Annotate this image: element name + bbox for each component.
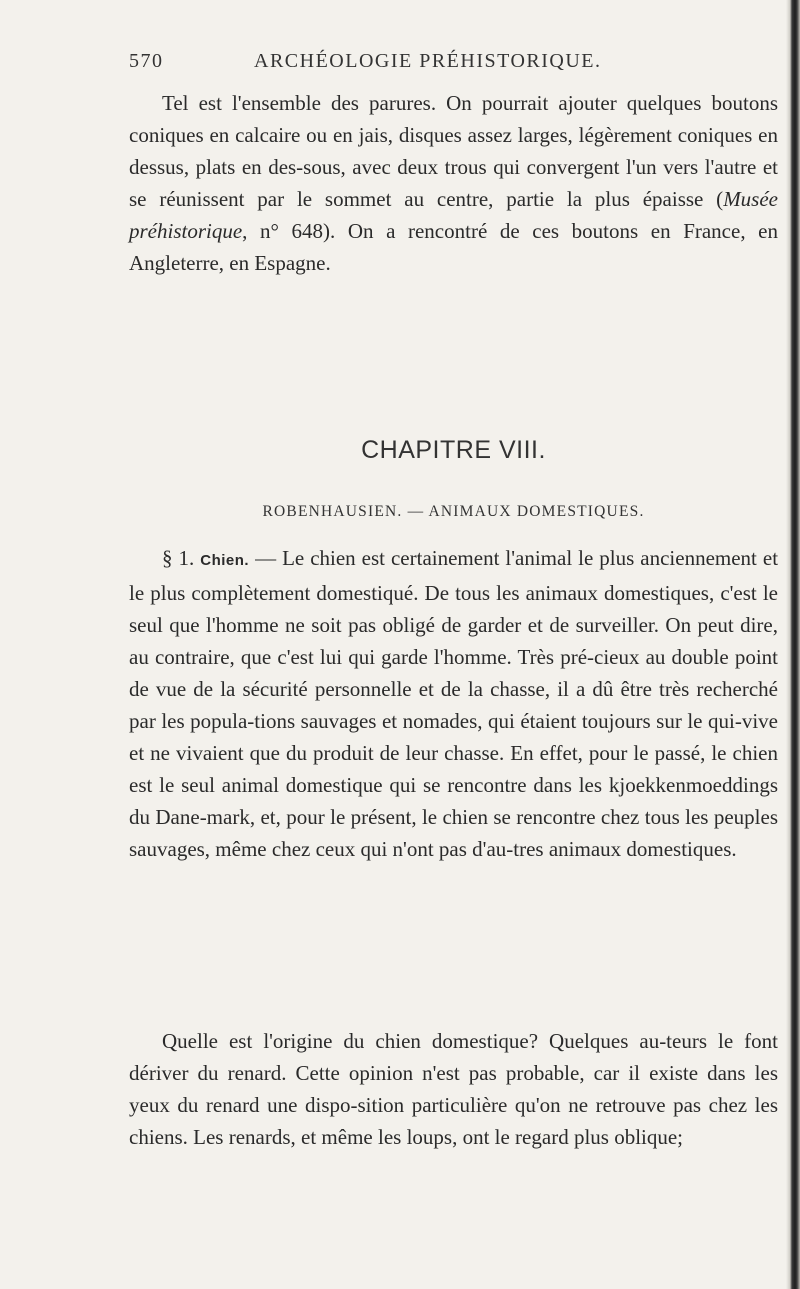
section-heading: Chien. — [200, 552, 250, 569]
running-title: ARCHÉOLOGIE PRÉHISTORIQUE. — [254, 50, 602, 72]
paragraph-text: — Le chien est certainement l'animal le plus anciennement et le plus complètement domestiqué. De tous les animaux domestiques, c'est le seul que l'homme ne soit pas obligé de garder et de surveiller. On peut dire, au contraire, que c'est lui qui garde l'homme. Très pré-cieux au double point de vue de la sécurité personnelle et de la chasse, il a dû être très recherché par les popula-tions sauvages et nomades, qui étaient toujours sur le qui-vive et ne vivaient que du produit de leur chasse. En effet, pour le passé, le chien est le seul animal domestique qui se rencontre dans les kjoekkenmoeddings du Dane-mark, et, pour le présent, le chien se rencontre chez tous les peuples sauvages, même chez ceux qui n'ont pas d'au-tres animaux domestiques. — [129, 546, 779, 861]
paragraph-origine: Quelle est l'origine du chien domestique? Quelques au-teurs le font dériver du renard. Cette opinion n'est pas probable, car il existe dans les yeux du renard une dispo-sition particulière qu'on ne retrouve pas chez les chiens. Les renards, et même les loups, ont le regard plus oblique; — [129, 1029, 778, 1149]
paragraph-text: Tel est l'ensemble des parures. On pourrait ajouter quelques boutons coniques en calcaire ou en jais, disques assez larges, légèrement coniques en dessus, plats en des-sous, avec deux trous qui convergent l'un vers l'autre et se réunissent par le sommet au centre, partie la plus épaisse ( — [129, 91, 778, 211]
section-number: § 1. — [162, 546, 195, 570]
italic-reference: Musée préhistorique — [129, 187, 778, 243]
paragraph-text-end: , n° 648). On a rencontré de ces boutons en France, en Angleterre, en Espagne. — [129, 219, 778, 275]
running-header — [129, 50, 778, 80]
paragraph-chien — [129, 542, 778, 865]
page-edge-shadow — [786, 0, 800, 1289]
paragraph-parures — [129, 87, 778, 279]
page-number: 570 — [129, 50, 164, 72]
chapter-title: CHAPITRE VIII. — [361, 436, 546, 464]
chapter-subtitle: ROBENHAUSIEN. — ANIMAUX DOMESTIQUES. — [262, 503, 645, 520]
